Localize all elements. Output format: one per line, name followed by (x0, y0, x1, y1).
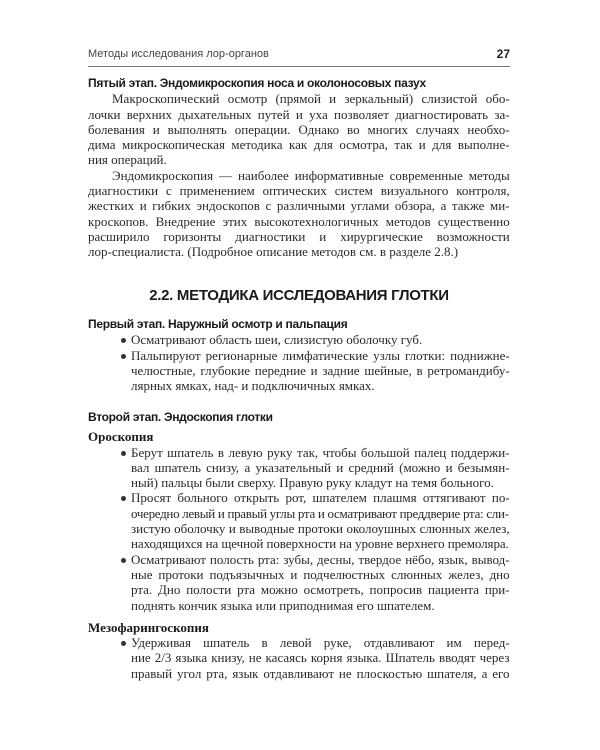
text-line (131, 582, 510, 597)
text-line (131, 445, 510, 460)
text-line-content: поднять кончик языка или приподнимая его шпателем. (131, 597, 435, 613)
header-rule (88, 66, 510, 67)
list-item (88, 348, 510, 394)
text-line-content: расширило горизонты диагностики и хирургические возможности (88, 228, 510, 244)
bullet-icon (121, 451, 126, 456)
bullet-icon (121, 354, 126, 359)
text-line-content: Пальпируют регионарные лимфатические узлы глотки: поднижне- (131, 347, 510, 363)
text-line (131, 536, 510, 551)
text-line (131, 348, 510, 363)
text-line-content: ния операций. (88, 152, 167, 168)
text-line (131, 475, 510, 490)
text-line (88, 107, 510, 122)
text-line-content: Эндомикроскопия — наиболее информативные современные методы (112, 167, 510, 183)
text-line-content: Макроскопический осмотр (прямой и зеркальный) слизистой обо- (112, 91, 510, 107)
text-line-content: вал шпатель снизу, а указательный и средний (можно и безымян- (131, 459, 510, 475)
text-line-content: Удерживая шпатель в левой руке, отдавливают им перед- (131, 635, 510, 651)
text-line-content: лярных ямках, над- и подключичных ямках. (131, 378, 375, 394)
text-line-content: кроскопов. Внедрение этих высокотехнологичных методов существенно (88, 213, 510, 229)
text-line-content: рта. Дно полости рта можно осмотреть, попросив пациента при- (131, 582, 510, 598)
text-line-content: ние 2/3 языка книзу, не касаясь корня языка. Шпатель вводят через (131, 650, 510, 666)
text-line-content: ные протоки подъязычных и подчелюстных слюнных желез, дно (131, 566, 510, 582)
running-header (88, 48, 510, 64)
text-line (131, 635, 510, 650)
text-line (131, 460, 510, 475)
text-line-content: очередно левый и правый углы рта и осматривают преддверие рта: сли- (131, 505, 509, 521)
stage5-heading: Пятый этап. Эндомикроскопия носа и околоносовых пазух (88, 76, 426, 90)
stage5-para2 (88, 168, 510, 260)
text-line (88, 244, 510, 259)
list-item (88, 552, 510, 613)
text-line (131, 650, 510, 665)
text-line-content: правый угол рта, язык отдавливают не плоскостью шпателя, а его (131, 665, 510, 681)
text-line-content: зистую оболочку и выводные протоки околоушных слюнных желез, (131, 521, 510, 537)
stage5-block (88, 76, 510, 260)
stage5-para1 (88, 91, 510, 167)
text-line (88, 91, 510, 106)
oroscopy-title: Ороскопия (88, 429, 154, 445)
text-line (88, 229, 510, 244)
text-line-content: лочки верхних дыхательных путей и уха позволяет диагностировать за- (88, 106, 510, 122)
text-line-content: дима микроскопическая методика как для осмотра, так и для выполне- (88, 137, 510, 153)
text-line-content: челюстные, глубокие передние и задние шейные, в ретромандибу- (131, 362, 510, 378)
text-line (88, 168, 510, 183)
text-line-content: диагностики с применением оптических систем визуального контроля, (88, 183, 510, 199)
text-line (88, 198, 510, 213)
text-line-content: болевания и выполнять операции. Однако во многих случаях необхо- (88, 121, 510, 137)
text-line (88, 122, 510, 137)
stage2-heading: Второй этап. Эндоскопия глотки (88, 410, 273, 424)
text-line (131, 490, 510, 505)
text-line-content: находящихся на щечной поверхности на уровне верхнего премоляра. (131, 536, 509, 552)
bullet-icon (121, 641, 126, 646)
text-line (131, 506, 510, 521)
bullet-icon (121, 338, 126, 343)
text-line (88, 214, 510, 229)
text-line (88, 183, 510, 198)
text-line-content: ный) пальцы были сверху. Правую руку кладут на темя больного. (131, 475, 494, 491)
stage2-block (88, 410, 510, 681)
text-line (131, 567, 510, 582)
text-line (131, 598, 510, 613)
text-line-content: Осматривают область шеи, слизистую оболочку губ. (131, 332, 423, 348)
text-line-content: Берут шпатель в левую руку так, чтобы большой палец поддержи- (131, 444, 510, 460)
text-line (131, 666, 510, 681)
text-line (131, 378, 510, 393)
bullet-icon (121, 558, 126, 563)
stage1-block (88, 317, 510, 393)
list-item (88, 635, 510, 681)
section-title: 2.2. МЕТОДИКА ИССЛЕДОВАНИЯ ГЛОТКИ (149, 287, 449, 304)
bullet-icon (121, 496, 126, 501)
text-line (131, 363, 510, 378)
text-line (131, 552, 510, 567)
text-line-content: лор-специалиста. (Подробное описание методов см. в разделе 2.8.) (88, 244, 459, 260)
text-line-content: жестких и гибких эндоскопов с различными углами обзора, а также ми- (88, 198, 510, 214)
list-item (88, 332, 510, 347)
text-line (131, 332, 510, 347)
mesopharyngoscopy-title: Мезофарингоскопия (88, 619, 209, 635)
text-line (131, 521, 510, 536)
list-item (88, 445, 510, 491)
page-number: 27 (496, 47, 510, 61)
text-line (88, 137, 510, 152)
stage1-heading: Первый этап. Наружный осмотр и пальпация (88, 317, 348, 331)
text-line-content: Осматривают полость рта: зубы, десны, твердое нёбо, язык, вывод- (131, 551, 510, 567)
text-line (88, 152, 510, 167)
text-line-content: Просят больного открыть рот, шпателем плашмя оттягивают по- (131, 490, 510, 506)
list-item (88, 490, 510, 551)
running-title: Методы исследования лор-органов (88, 48, 269, 60)
